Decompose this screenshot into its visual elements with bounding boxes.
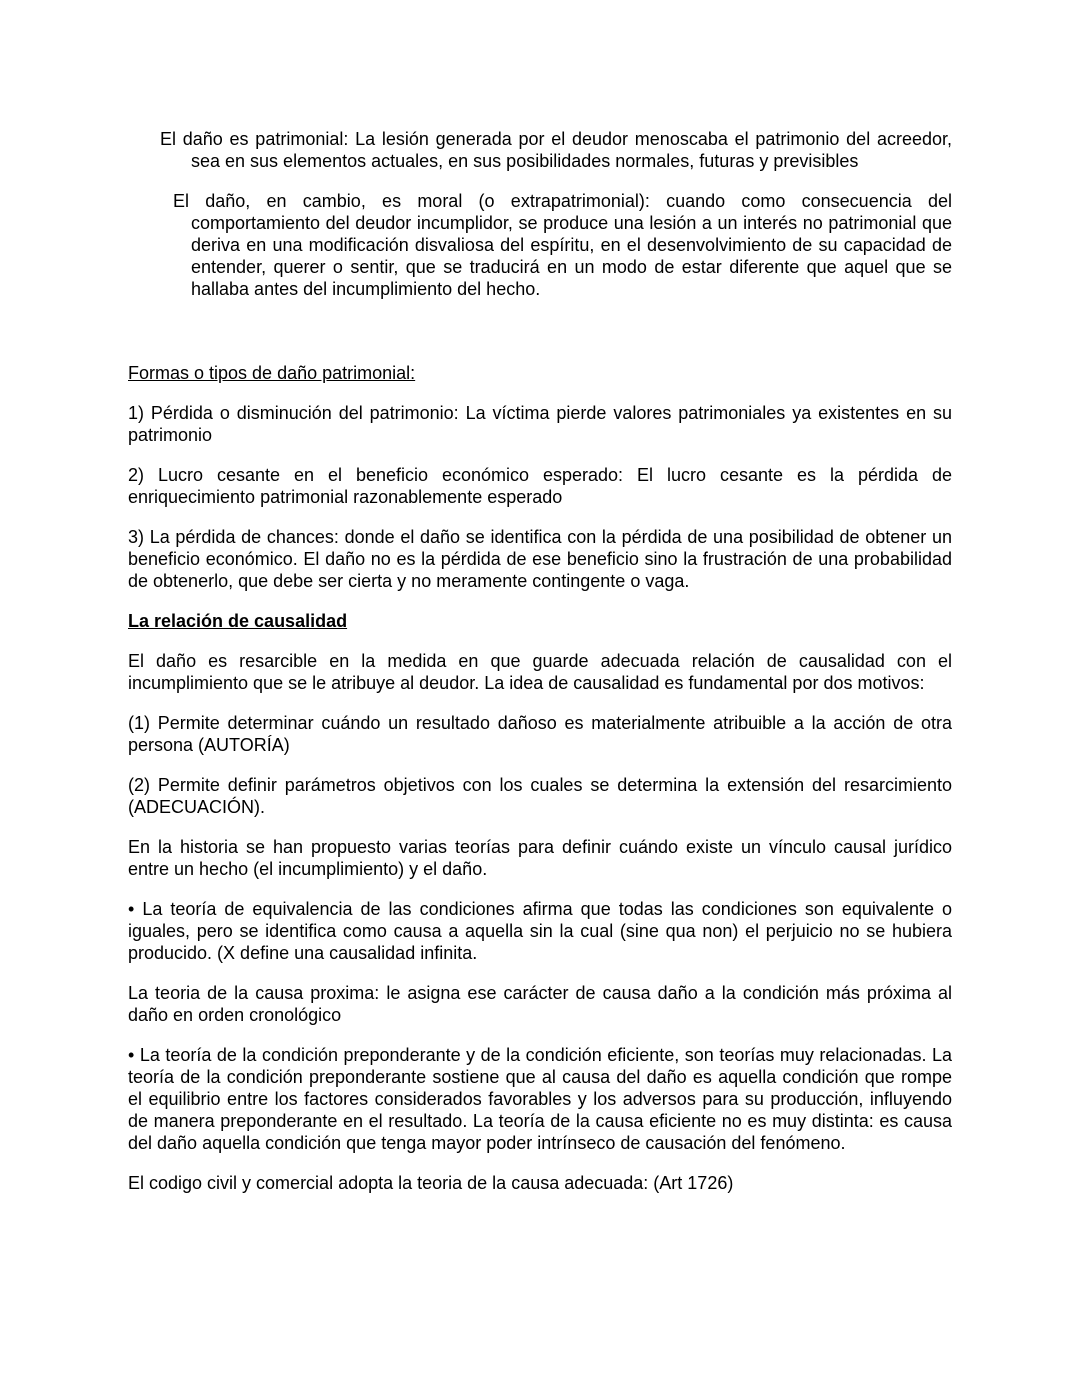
theories-intro: En la historia se han propuesto varias teorías para definir cuándo existe un vínculo causal jurídico entre un hecho (el incumplimiento) y el daño. [128,837,952,879]
forms-item-3: 3) La pérdida de chances: donde el daño se identifica con la pérdida de una posibilidad de obtener un beneficio económico. El daño no es la pérdida de ese beneficio sino la frustración de una probabilidad de obtenerlo, que debe ser cierta y no meramente contingente o vaga. [128,527,952,591]
patrimonial-damage-paragraph: El daño es patrimonial: La lesión generada por el deudor menoscaba el patrimonio del acreedor, sea en sus elementos actuales, en sus posibilidades normales, futuras y previsibles [160,129,952,171]
moral-damage-paragraph: El daño, en cambio, es moral (o extrapatrimonial): cuando como consecuencia del comportamiento del deudor incumplidor, se produce una lesión a un interés no patrimonial que deriva en una modificación disvaliosa del espíritu, en el desenvolvimiento de su capacidad de entender, querer o sentir, que se traducirá en un modo de estar diferente que aquel que se hallaba antes del incumplimiento del hecho. [173,191,952,299]
causality-reason-2: (2) Permite definir parámetros objetivos con los cuales se determina la extensión del resarcimiento (ADECUACIÓN). [128,775,952,817]
forms-item-2: 2) Lucro cesante en el beneficio económico esperado: El lucro cesante es la pérdida de enriquecimiento patrimonial razonablemente esperado [128,465,952,507]
theory-equivalence: • La teoría de equivalencia de las condiciones afirma que todas las condiciones son equivalente o iguales, pero se identifica como causa a aquella sin la cual (sine qua non) el perjuicio no se hubiera producido. (X define una causalidad infinita. [128,899,952,963]
theory-preponderant-condition: • La teoría de la condición preponderante y de la condición eficiente, son teorías muy relacionadas. La teoría de la condición preponderante sostiene que al causa del daño es aquella condición que rompe el equilibrio entre los factores considerados favorables y los adversos para su producción, influyendo de manera preponderante en el resultado. La teoría de la causa eficiente no es muy distinta: es causa del daño aquella condición que tenga mayor poder intrínseco de causación del fenómeno. [128,1045,952,1153]
forms-heading: Formas o tipos de daño patrimonial: [128,363,416,383]
causality-heading: La relación de causalidad [128,611,348,631]
causality-reason-1: (1) Permite determinar cuándo un resultado dañoso es materialmente atribuible a la acción de otra persona (AUTORÍA) [128,713,952,755]
forms-item-1: 1) Pérdida o disminución del patrimonio: La víctima pierde valores patrimoniales ya existentes en su patrimonio [128,403,952,445]
document-page [128,128,952,1194]
theory-proximate-cause: La teoria de la causa proxima: le asigna ese carácter de causa daño a la condición más próxima al daño en orden cronológico [128,983,952,1025]
causality-intro: El daño es resarcible en la medida en que guarde adecuada relación de causalidad con el incumplimiento que se le atribuye al deudor. La idea de causalidad es fundamental por dos motivos: [128,651,952,693]
civil-code-note: El codigo civil y comercial adopta la teoria de la causa adecuada: (Art 1726) [128,1173,734,1193]
